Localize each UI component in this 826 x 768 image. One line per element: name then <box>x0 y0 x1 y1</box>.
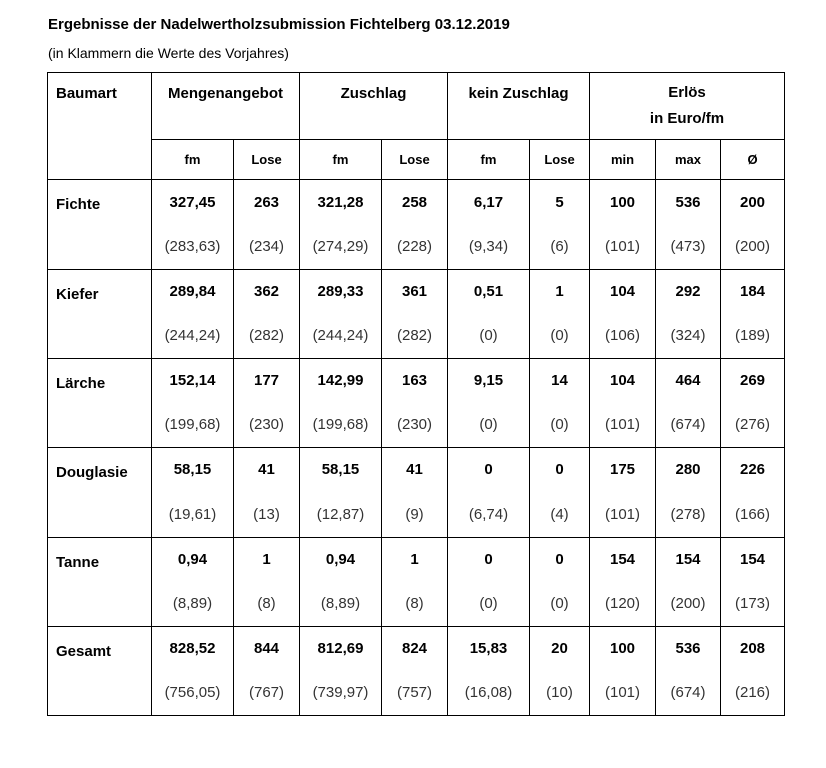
header-kein-zuschlag: kein Zuschlag <box>448 73 590 140</box>
subheader-min-6: min <box>590 140 656 180</box>
current-value: 104 <box>590 270 656 313</box>
table-row-tanne <box>48 538 785 582</box>
header-erloes-line2: in Euro/fm <box>649 110 725 127</box>
previous-year-value: (0) <box>530 402 590 448</box>
header-baumart: Baumart <box>48 73 152 180</box>
previous-year-value: (244,24) <box>152 313 234 359</box>
previous-year-value: (10) <box>530 670 590 716</box>
previous-year-value: (12,87) <box>300 492 382 538</box>
previous-year-value: (674) <box>656 402 721 448</box>
previous-year-value: (199,68) <box>152 402 234 448</box>
species-label: Tanne <box>48 538 152 627</box>
current-value: 104 <box>590 359 656 402</box>
previous-year-value: (8) <box>234 582 300 627</box>
current-value: 6,17 <box>448 180 530 225</box>
previous-year-value: (739,97) <box>300 670 382 716</box>
subheader-lose-3: Lose <box>382 140 448 180</box>
subheader-lose-1: Lose <box>234 140 300 180</box>
current-value: 0 <box>530 538 590 582</box>
previous-year-value: (200) <box>656 582 721 627</box>
previous-year-value: (0) <box>448 582 530 627</box>
current-value: 361 <box>382 270 448 313</box>
current-value: 15,83 <box>448 627 530 670</box>
current-value: 154 <box>656 538 721 582</box>
current-value: 321,28 <box>300 180 382 225</box>
previous-year-value: (173) <box>721 582 785 627</box>
current-value: 263 <box>234 180 300 225</box>
previous-year-value: (274,29) <box>300 225 382 270</box>
previous-year-value: (216) <box>721 670 785 716</box>
current-value: 184 <box>721 270 785 313</box>
current-value: 0 <box>530 448 590 492</box>
previous-year-value: (228) <box>382 225 448 270</box>
previous-year-value: (756,05) <box>152 670 234 716</box>
current-value: 269 <box>721 359 785 402</box>
current-value: 812,69 <box>300 627 382 670</box>
previous-year-value: (8) <box>382 582 448 627</box>
current-value: 100 <box>590 180 656 225</box>
current-value: 0,94 <box>300 538 382 582</box>
table-row-douglasie-previous <box>48 492 785 538</box>
previous-year-value: (324) <box>656 313 721 359</box>
subheader-max-7: max <box>656 140 721 180</box>
table-row-lrche <box>48 359 785 402</box>
current-value: 1 <box>530 270 590 313</box>
previous-year-value: (120) <box>590 582 656 627</box>
previous-year-value: (6,74) <box>448 492 530 538</box>
previous-year-value: (674) <box>656 670 721 716</box>
table-row-gesamt <box>48 627 785 670</box>
previous-year-value: (0) <box>530 582 590 627</box>
current-value: 154 <box>721 538 785 582</box>
previous-year-value: (8,89) <box>300 582 382 627</box>
current-value: 152,14 <box>152 359 234 402</box>
current-value: 0 <box>448 448 530 492</box>
subheader-row <box>48 140 785 180</box>
previous-year-value: (230) <box>382 402 448 448</box>
previous-year-value: (16,08) <box>448 670 530 716</box>
current-value: 0 <box>448 538 530 582</box>
current-value: 1 <box>234 538 300 582</box>
table-row-kiefer-previous <box>48 313 785 359</box>
previous-year-value: (473) <box>656 225 721 270</box>
previous-year-value: (4) <box>530 492 590 538</box>
current-value: 0,94 <box>152 538 234 582</box>
header-erloes <box>590 73 785 140</box>
previous-year-value: (189) <box>721 313 785 359</box>
previous-year-value: (13) <box>234 492 300 538</box>
previous-year-value: (757) <box>382 670 448 716</box>
current-value: 9,15 <box>448 359 530 402</box>
current-value: 258 <box>382 180 448 225</box>
current-value: 142,99 <box>300 359 382 402</box>
previous-year-value: (276) <box>721 402 785 448</box>
subheader-avg-8: Ø <box>721 140 785 180</box>
table-row-kiefer <box>48 270 785 313</box>
document-subtitle: (in Klammern die Werte des Vorjahres) <box>48 45 289 61</box>
previous-year-value: (8,89) <box>152 582 234 627</box>
current-value: 289,84 <box>152 270 234 313</box>
current-value: 20 <box>530 627 590 670</box>
previous-year-value: (230) <box>234 402 300 448</box>
previous-year-value: (101) <box>590 492 656 538</box>
species-label: Gesamt <box>48 627 152 716</box>
previous-year-value: (106) <box>590 313 656 359</box>
current-value: 154 <box>590 538 656 582</box>
subheader-fm-4: fm <box>448 140 530 180</box>
subheader-lose-5: Lose <box>530 140 590 180</box>
species-label: Lärche <box>48 359 152 448</box>
previous-year-value: (0) <box>448 313 530 359</box>
table-row-lrche-previous <box>48 402 785 448</box>
header-zuschlag: Zuschlag <box>300 73 448 140</box>
current-value: 362 <box>234 270 300 313</box>
previous-year-value: (6) <box>530 225 590 270</box>
current-value: 464 <box>656 359 721 402</box>
current-value: 14 <box>530 359 590 402</box>
results-table <box>47 72 785 716</box>
header-mengenangebot: Mengenangebot <box>152 73 300 140</box>
current-value: 536 <box>656 180 721 225</box>
previous-year-value: (244,24) <box>300 313 382 359</box>
table-row-fichte-previous <box>48 225 785 270</box>
current-value: 292 <box>656 270 721 313</box>
previous-year-value: (166) <box>721 492 785 538</box>
current-value: 536 <box>656 627 721 670</box>
previous-year-value: (9) <box>382 492 448 538</box>
table-row-gesamt-previous <box>48 670 785 716</box>
table-row-douglasie <box>48 448 785 492</box>
current-value: 163 <box>382 359 448 402</box>
current-value: 58,15 <box>300 448 382 492</box>
previous-year-value: (0) <box>530 313 590 359</box>
current-value: 226 <box>721 448 785 492</box>
current-value: 5 <box>530 180 590 225</box>
current-value: 0,51 <box>448 270 530 313</box>
current-value: 1 <box>382 538 448 582</box>
previous-year-value: (282) <box>234 313 300 359</box>
previous-year-value: (101) <box>590 402 656 448</box>
previous-year-value: (282) <box>382 313 448 359</box>
previous-year-value: (19,61) <box>152 492 234 538</box>
species-label: Douglasie <box>48 448 152 538</box>
previous-year-value: (101) <box>590 670 656 716</box>
previous-year-value: (283,63) <box>152 225 234 270</box>
previous-year-value: (278) <box>656 492 721 538</box>
current-value: 208 <box>721 627 785 670</box>
species-label: Kiefer <box>48 270 152 359</box>
current-value: 41 <box>382 448 448 492</box>
header-erloes-line1: Erlös <box>668 84 706 101</box>
previous-year-value: (0) <box>448 402 530 448</box>
previous-year-value: (234) <box>234 225 300 270</box>
current-value: 844 <box>234 627 300 670</box>
current-value: 100 <box>590 627 656 670</box>
current-value: 828,52 <box>152 627 234 670</box>
document-title: Ergebnisse der Nadelwertholzsubmission Fichtelberg 03.12.2019 <box>48 16 510 33</box>
current-value: 280 <box>656 448 721 492</box>
species-label: Fichte <box>48 180 152 270</box>
table-row-tanne-previous <box>48 582 785 627</box>
previous-year-value: (199,68) <box>300 402 382 448</box>
subheader-fm-0: fm <box>152 140 234 180</box>
current-value: 200 <box>721 180 785 225</box>
previous-year-value: (9,34) <box>448 225 530 270</box>
previous-year-value: (101) <box>590 225 656 270</box>
current-value: 41 <box>234 448 300 492</box>
current-value: 177 <box>234 359 300 402</box>
previous-year-value: (767) <box>234 670 300 716</box>
current-value: 175 <box>590 448 656 492</box>
current-value: 289,33 <box>300 270 382 313</box>
table-row-fichte <box>48 180 785 225</box>
current-value: 824 <box>382 627 448 670</box>
current-value: 327,45 <box>152 180 234 225</box>
previous-year-value: (200) <box>721 225 785 270</box>
subheader-fm-2: fm <box>300 140 382 180</box>
current-value: 58,15 <box>152 448 234 492</box>
